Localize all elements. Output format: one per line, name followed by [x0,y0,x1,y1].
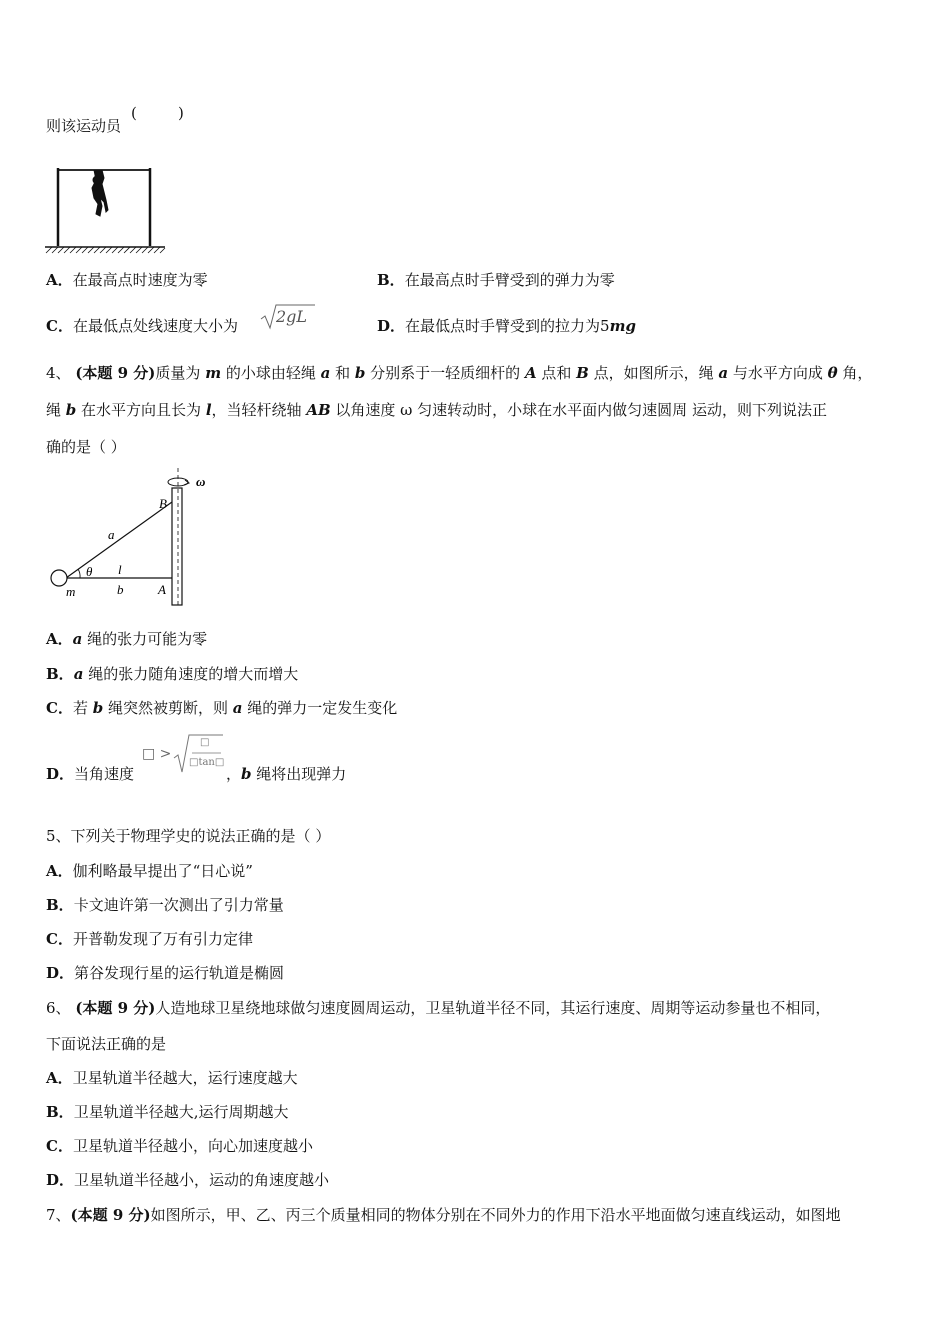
q4-option-d-formula-lhs: □ > [142,746,172,762]
q3-answer-paren-open: ( [131,104,137,122]
theta-label: θ [86,564,93,579]
q3-option-c-formula: 2gL [276,307,308,326]
q6-option-a[interactable]: A．卫星轨道半径越大，运行速度越大 [46,1069,298,1087]
mass-m-label: m [66,584,76,599]
q3-option-b[interactable]: B．在最高点时手臂受到的弹力为零 [377,271,615,289]
string-b-label: b [117,582,124,597]
q4-option-d-sqrt-symbol [173,732,225,776]
q5-option-d[interactable]: D．第谷发现行星的运行轨道是椭圆 [46,964,285,982]
q4-option-a[interactable]: A．a 绳的张力可能为零 [46,630,208,648]
q4-stem-line-1: 4、 (本题 9 分)质量为 m 的小球由轻绳 a 和 b 分别系于一轻质细杆的 A 点和 B 点，如图所示，绳 a 与水平方向成 θ 角， [46,364,873,382]
point-a-label: A [158,582,166,597]
q4-option-d-tail: ，b 绳将出现弹力 [226,765,347,783]
q3-option-d[interactable]: D．在最低点时手臂受到的拉力为5mg [377,317,636,335]
string-a-label: a [108,527,115,542]
q5-option-c[interactable]: C．开普勒发现了万有引力定律 [46,930,253,948]
q4-option-c[interactable]: C．若 b 绳突然被剪断，则 a 绳的弹力一定发生变化 [46,699,398,717]
q4-stem-line-3: 确的是（ ） [46,438,126,456]
q6-stem-line-1: 6、 (本题 9 分)人造地球卫星绕地球做匀速度圆周运动，卫星轨道半径不同，其运行速度、周期等运动参量也不相同， [46,999,831,1017]
q6-stem-line-2: 下面说法正确的是 [46,1035,167,1053]
q4-option-d[interactable]: D．当角速度 [46,765,135,783]
q4-stem-line-2: 绳 b 在水平方向且长为 l，当轻杆绕轴 AB 以角速度 ω 匀速转动时，小球在水平面内做匀速圆周 运动，则下列说法正 [46,401,827,419]
q5-option-b[interactable]: B．卡文迪许第一次测出了引力常量 [46,896,284,914]
q6-option-b[interactable]: B．卫星轨道半径越大,运行周期越大 [46,1103,289,1121]
q4-option-b[interactable]: B．a 绳的张力随角速度的增大而增大 [46,665,299,683]
q6-option-d[interactable]: D．卫星轨道半径越小，运动的角速度越小 [46,1171,330,1189]
q5-stem: 5、下列关于物理学史的说法正确的是（ ） [46,827,331,845]
omega-label: ω [196,474,206,489]
ball [51,570,67,586]
q4-rotating-rod-figure [44,466,224,611]
point-b-label: B [159,496,167,511]
q3-answer-paren-close: ) [178,104,184,122]
q3-option-c[interactable]: C．在最低点处线速度大小为 [46,317,238,335]
q5-option-a[interactable]: A．伽利略最早提出了“日心说” [46,862,253,880]
q7-stem-line-1: 7、(本题 9 分)如图所示，甲、乙、丙三个质量相同的物体分别在不同外力的作用下沿水平地面做匀速直线运动，如图地 [46,1206,841,1224]
q4-option-d-formula-denominator: □tan□ [189,757,225,768]
q3-option-a[interactable]: A．在最高点时速度为零 [46,271,208,289]
q6-option-c[interactable]: C．卫星轨道半径越小，向心加速度越小 [46,1137,313,1155]
gymnast-silhouette [92,170,108,216]
length-l-label: l [118,562,122,577]
q3-horizontal-bar-figure [42,158,170,254]
q4-option-d-formula-numerator: □ [200,737,210,748]
q3-stem: 则该运动员 [46,117,122,135]
